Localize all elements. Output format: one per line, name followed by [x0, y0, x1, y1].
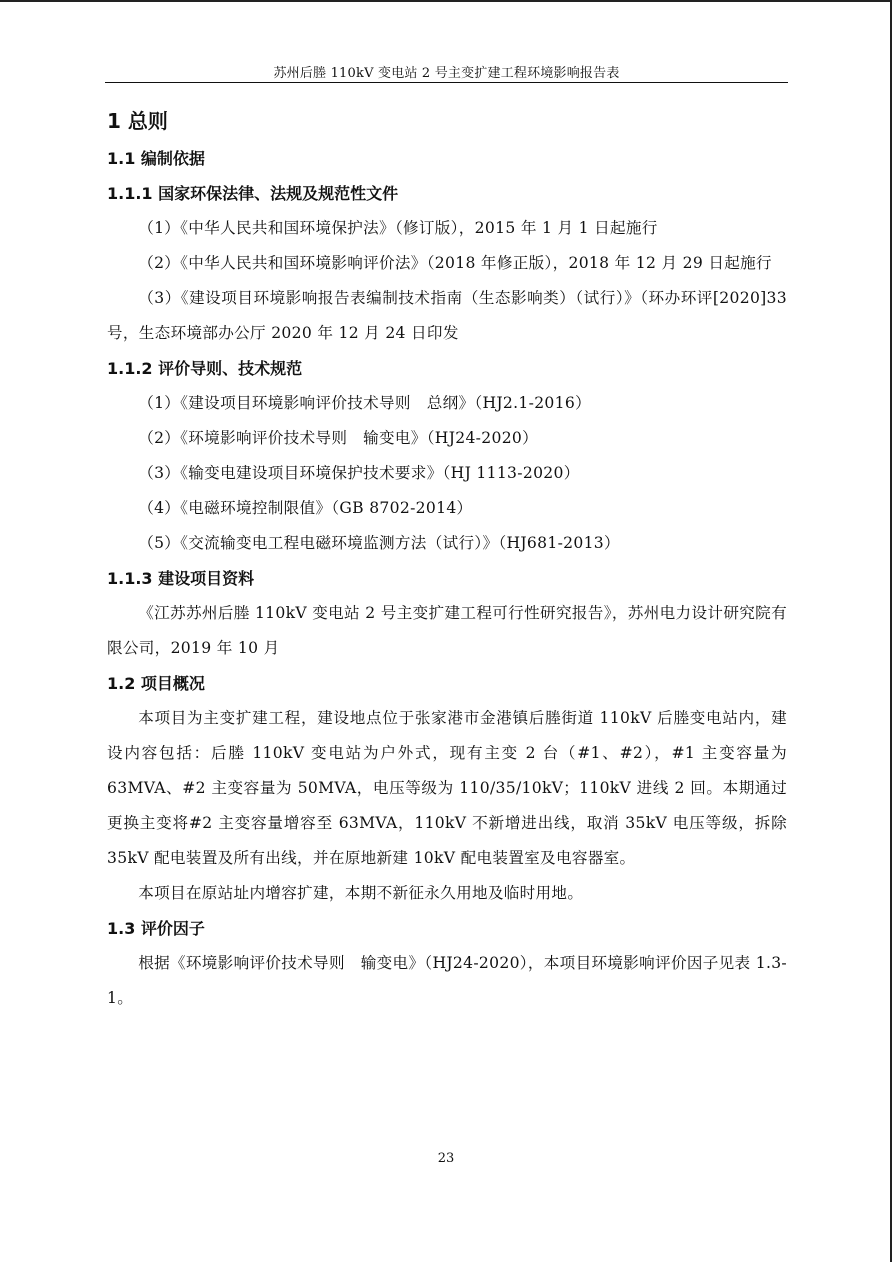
header-rule [105, 82, 788, 83]
standard-item: （5）《交流输变电工程电磁环境监测方法（试行）》（HJ681-2013） [138, 534, 620, 552]
section-title-1-2: 1.2 项目概况 [107, 674, 205, 693]
page-top-border [0, 0, 892, 2]
section-title-1-1: 1.1 编制依据 [107, 149, 205, 168]
running-header: 苏州后塍 110kV 变电站 2 号主变扩建工程环境影响报告表 [273, 66, 620, 81]
standard-item: （3）《输变电建设项目环境保护技术要求》（HJ 1113-2020） [138, 464, 580, 482]
document-body [107, 105, 787, 1016]
law-item: （1）《中华人民共和国环境保护法》（修订版），2015 年 1 月 1 日起施行 [138, 219, 658, 237]
section-title-1-1-2: 1.1.2 评价导则、技术规范 [107, 359, 303, 378]
standard-item: （4）《电磁环境控制限值》（GB 8702-2014） [138, 499, 473, 517]
overview-paragraph-land: 本项目在原站址内增容扩建，本期不新征永久用地及临时用地。 [138, 884, 584, 902]
page-number: 23 [437, 1151, 455, 1166]
section-title-1-3: 1.3 评价因子 [107, 919, 205, 938]
standard-item: （1）《建设项目环境影响评价技术导则 总纲》（HJ2.1-2016） [138, 394, 591, 412]
section-title-1-1-3: 1.1.3 建设项目资料 [107, 569, 255, 588]
overview-paragraph: 本项目为主变扩建工程，建设地点位于张家港市金港镇后塍街道 110kV 后塍变电站内，建设内容包括：后塍 110kV 变电站为户外式，现有主变 2 台（#1、#2），#1 主变容量为 63MVA、#2 主变容量为 50MVA，电压等级为 110/35/10kV；110kV 进线 2 回。本期通过更换主变将#2 主变容量增容至 63MVA，110kV 不新增进出线，取消 35kV 电压等级，拆除 35kV 配电装置及所有出线，并在原地新建 10kV 配电装置室及电容器室。 [107, 709, 787, 867]
chapter-title: 1 总则 [107, 109, 168, 133]
factors-paragraph: 根据《环境影响评价技术导则 输变电》（HJ24-2020），本项目环境影响评价因子见表 1.3-1。 [107, 954, 787, 1007]
section-title-1-1-1: 1.1.1 国家环保法律、法规及规范性文件 [107, 184, 399, 203]
law-item: （2）《中华人民共和国环境影响评价法》（2018 年修正版），2018 年 12 月 29 日起施行 [138, 254, 772, 272]
materials-paragraph: 《江苏苏州后塍 110kV 变电站 2 号主变扩建工程可行性研究报告》，苏州电力设计研究院有限公司，2019 年 10 月 [107, 604, 787, 657]
standard-item: （2）《环境影响评价技术导则 输变电》（HJ24-2020） [138, 429, 539, 447]
law-item: （3）《建设项目环境影响报告表编制技术指南（生态影响类）（试行）》（环办环评[2020]33 号，生态环境部办公厅 2020 年 12 月 24 日印发 [107, 289, 787, 342]
